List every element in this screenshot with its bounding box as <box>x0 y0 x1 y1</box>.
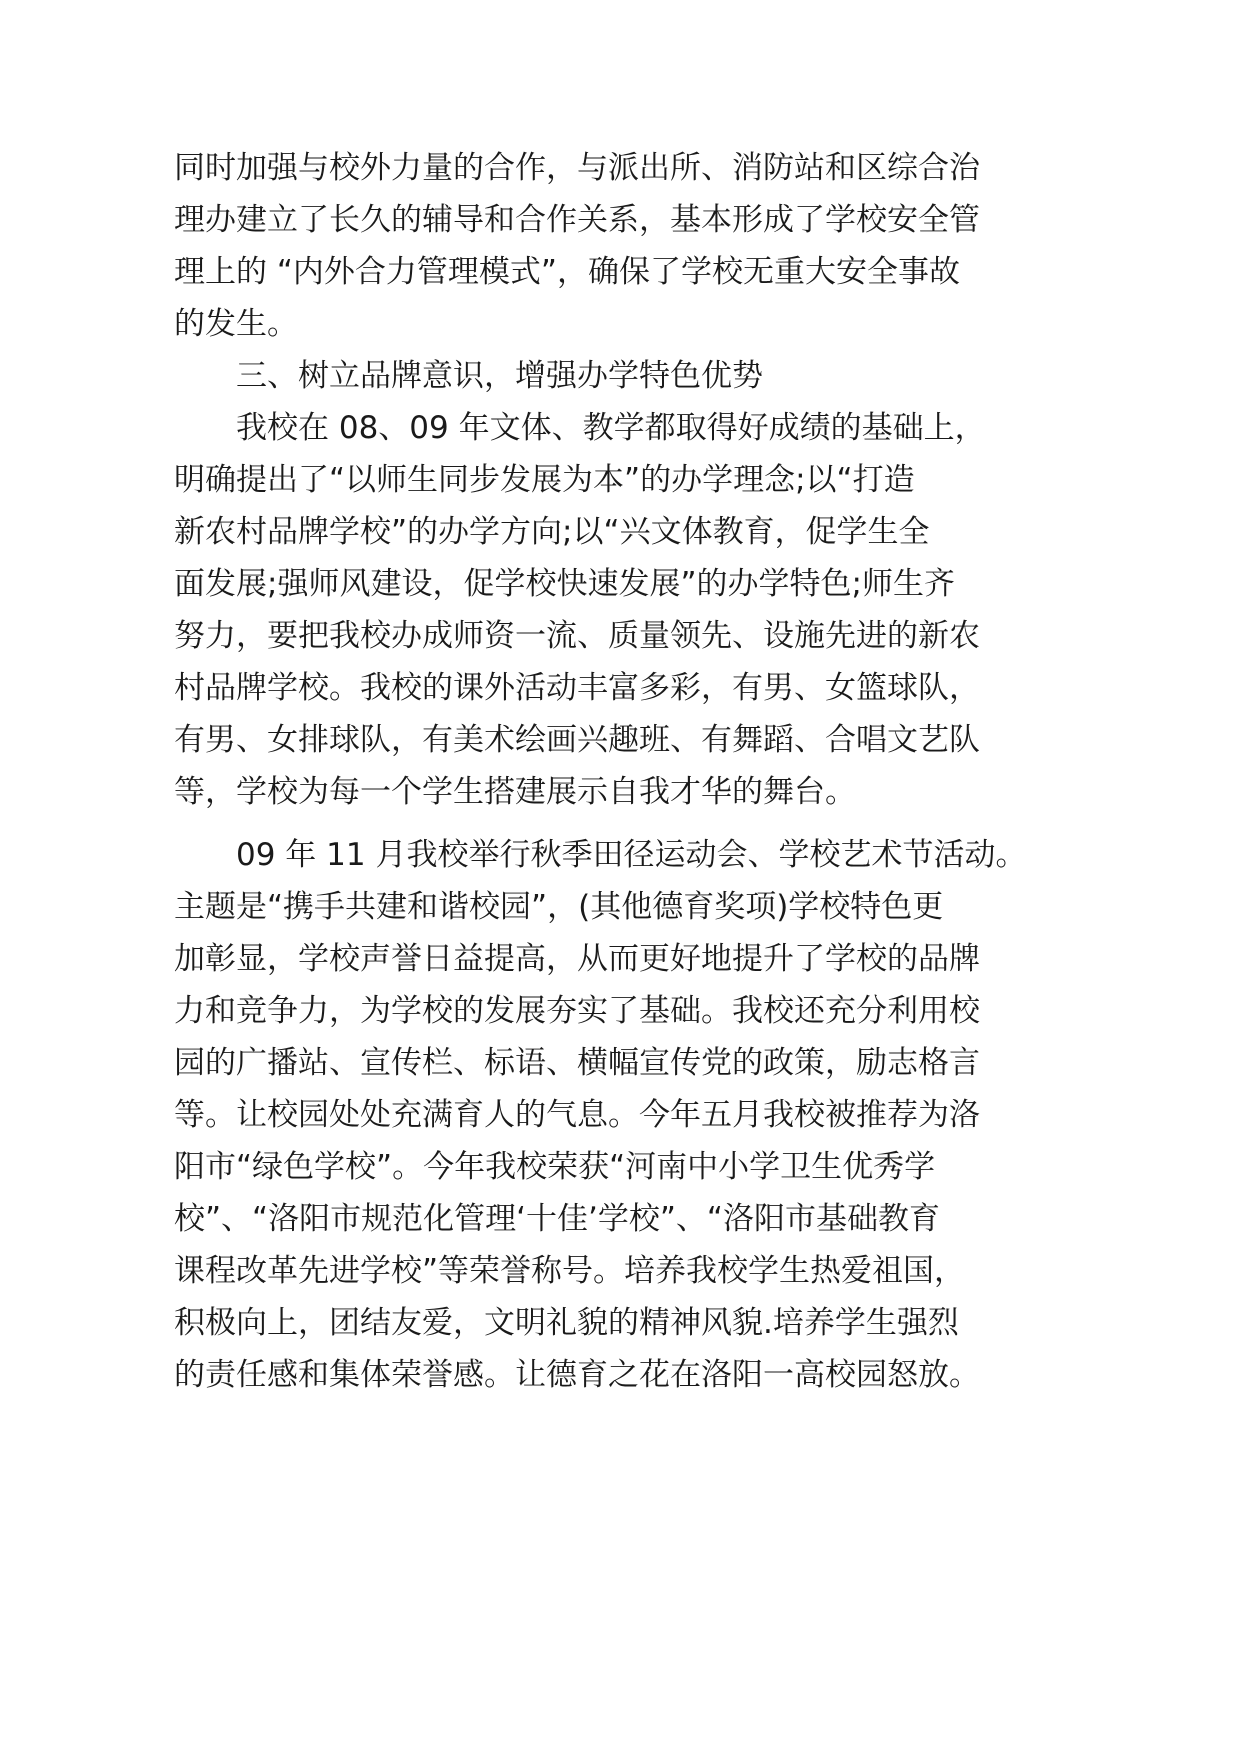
text-line: 理办建立了长久的辅导和合作关系，基本形成了学校安全管 <box>174 202 980 238</box>
text-line: 力和竞争力，为学校的发展夯实了基础。我校还充分利用校 <box>174 993 980 1029</box>
text-line: 我校在 08、09 年文体、教学都取得好成绩的基础上， <box>236 410 986 446</box>
text-line: 阳市“绿色学校”。今年我校荣获“河南中小学卫生优秀学 <box>174 1149 936 1185</box>
text-line: 园的广播站、宣传栏、标语、横幅宣传党的政策，励志格言 <box>174 1045 980 1081</box>
text-line: 等，学校为每一个学生搭建展示自我才华的舞台。 <box>174 774 856 810</box>
text-line: 积极向上，团结友爱，文明礼貌的精神风貌.培养学生强烈 <box>174 1305 959 1341</box>
text-line: 明确提出了“以师生同步发展为本”的办学理念;以“打造 <box>174 462 915 498</box>
text-line: 等。让校园处处充满育人的气息。今年五月我校被推荐为洛 <box>174 1097 980 1133</box>
text-line: 主题是“携手共建和谐校园”，(其他德育奖项)学校特色更 <box>174 889 944 925</box>
section-heading: 三、树立品牌意识，增强办学特色优势 <box>236 358 763 394</box>
text-line: 09 年 11 月我校举行秋季田径运动会、学校艺术节活动。 <box>236 837 1027 873</box>
text-line: 的发生。 <box>174 306 298 342</box>
text-line: 村品牌学校。我校的课外活动丰富多彩，有男、女篮球队， <box>174 670 980 706</box>
text-line: 加彰显，学校声誉日益提高，从而更好地提升了学校的品牌 <box>174 941 980 977</box>
text-line: 有男、女排球队，有美术绘画兴趣班、有舞蹈、合唱文艺队 <box>174 722 980 758</box>
text-line: 同时加强与校外力量的合作，与派出所、消防站和区综合治 <box>174 150 980 186</box>
text-line: 的责任感和集体荣誉感。让德育之花在洛阳一高校园怒放。 <box>174 1357 980 1393</box>
text-line: 校”、“洛阳市规范化管理‘十佳’学校”、“洛阳市基础教育 <box>174 1201 940 1237</box>
text-line: 努力，要把我校办成师资一流、质量领先、设施先进的新农 <box>174 618 980 654</box>
text-line: 课程改革先进学校”等荣誉称号。培养我校学生热爱祖国， <box>174 1253 966 1289</box>
text-line: 理上的 “内外合力管理模式”，确保了学校无重大安全事故 <box>174 254 960 290</box>
text-line: 面发展;强师风建设，促学校快速发展”的办学特色;师生齐 <box>174 566 955 602</box>
text-line: 新农村品牌学校”的办学方向;以“兴文体教育，促学生全 <box>174 514 930 550</box>
